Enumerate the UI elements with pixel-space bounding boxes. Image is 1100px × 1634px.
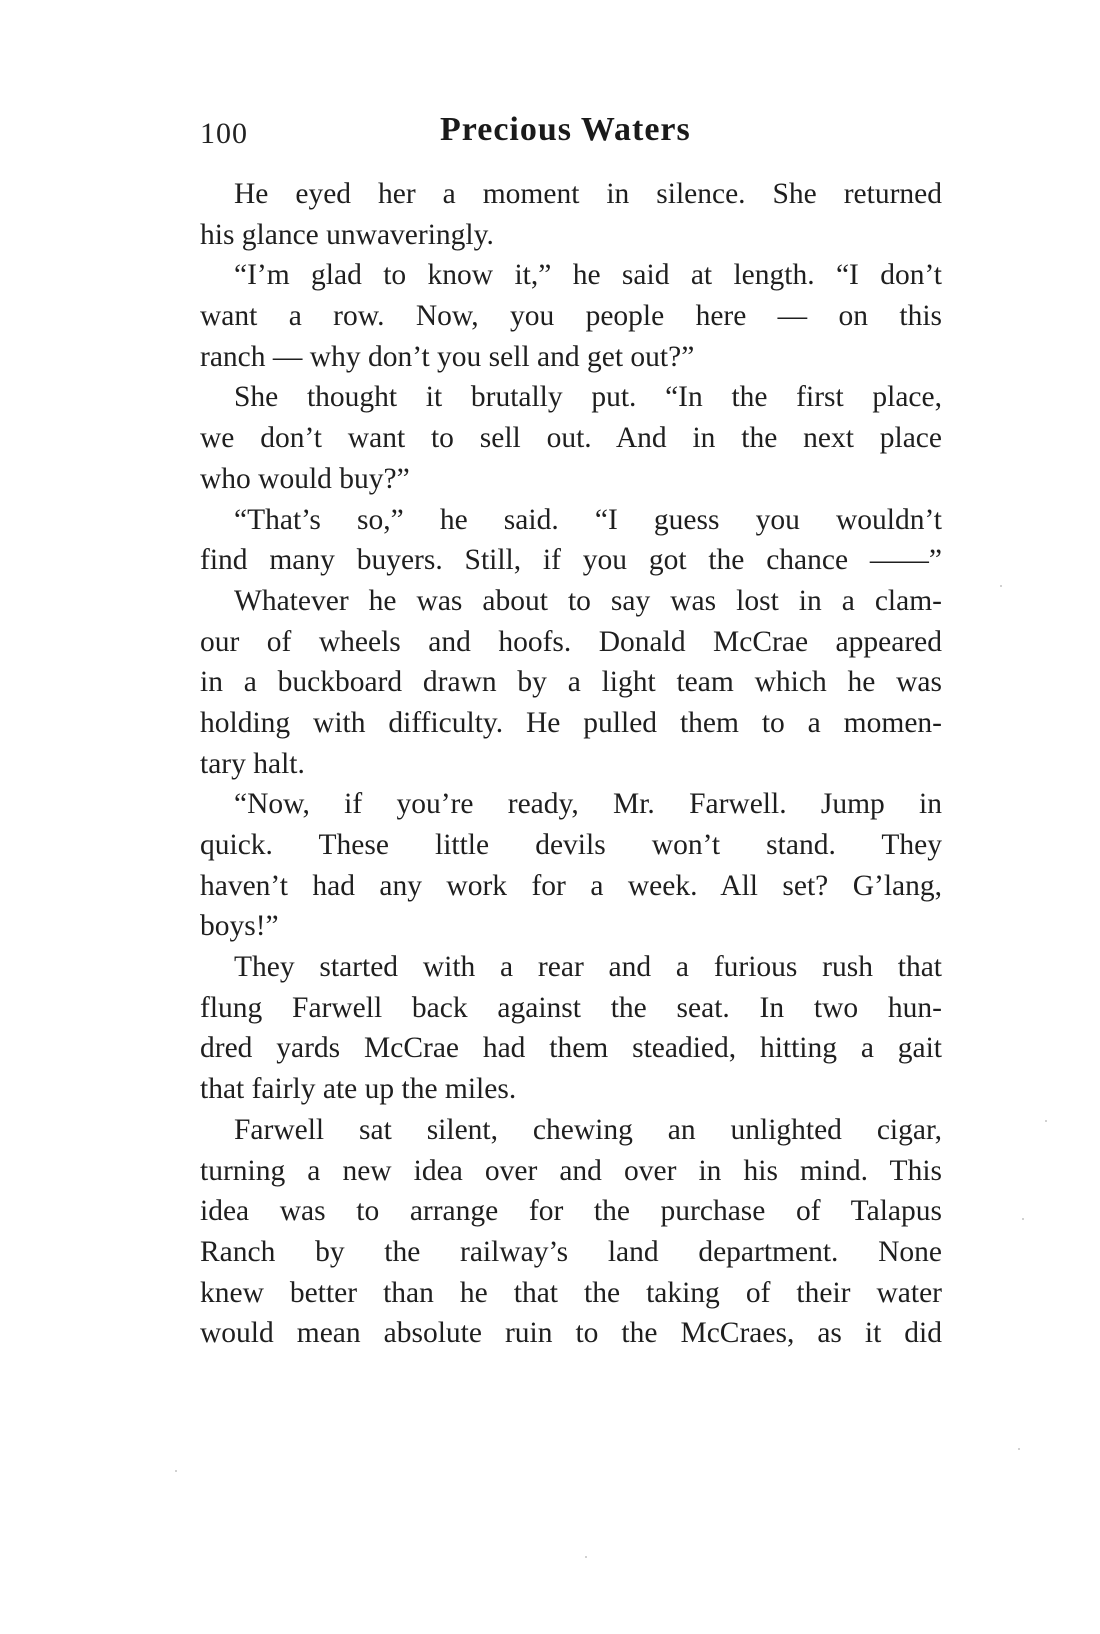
text-line: He eyed her a moment in silence. She returned bbox=[234, 178, 942, 210]
text-line: “Now, if you’re ready, Mr. Farwell. Jump in bbox=[234, 788, 942, 821]
text-line: holding with difficulty. He pulled them to a momen- bbox=[200, 706, 942, 739]
scan-speck bbox=[585, 1556, 587, 1558]
text-line: Whatever he was about to say was lost in a clam- bbox=[234, 584, 942, 617]
text-line: “That’s so,” he said. “I guess you wouldn’t bbox=[234, 503, 942, 536]
text-line: Ranch by the railway’s land department. None bbox=[200, 1235, 942, 1268]
scan-speck bbox=[1045, 1120, 1047, 1122]
running-head bbox=[200, 111, 942, 159]
scan-speck bbox=[1000, 585, 1002, 587]
text-line: ranch — why don’t you sell and get out?” bbox=[200, 340, 695, 373]
page-title: Precious Waters bbox=[440, 111, 691, 148]
text-line: dred yards McCrae had them steadied, hitting a gait bbox=[200, 1032, 942, 1065]
text-line: his glance unwaveringly. bbox=[200, 218, 494, 251]
text-line: tary halt. bbox=[200, 747, 305, 780]
page-number: 100 bbox=[200, 117, 248, 150]
text-line: our of wheels and hoofs. Donald McCrae appeared bbox=[200, 625, 942, 658]
text-line: idea was to arrange for the purchase of Talapus bbox=[200, 1195, 942, 1228]
scan-speck bbox=[175, 1470, 177, 1472]
scan-speck bbox=[1022, 1218, 1024, 1220]
text-line: in a buckboard drawn by a light team which he was bbox=[200, 666, 942, 699]
scan-speck bbox=[1018, 1448, 1020, 1450]
text-line: would mean absolute ruin to the McCraes, as it did bbox=[200, 1317, 942, 1350]
text-line: find many buyers. Still, if you got the chance ——” bbox=[200, 544, 942, 577]
text-line: that fairly ate up the miles. bbox=[200, 1073, 517, 1106]
text-line: boys!” bbox=[200, 910, 279, 943]
text-line: knew better than he that the taking of their water bbox=[200, 1276, 942, 1309]
text-line: want a row. Now, you people here — on this bbox=[200, 300, 942, 333]
text-line: Farwell sat silent, chewing an unlighted cigar, bbox=[234, 1113, 942, 1146]
text-line: They started with a rear and a furious rush that bbox=[234, 951, 942, 984]
text-line: “I’m glad to know it,” he said at length. “I don’t bbox=[234, 259, 942, 292]
body-text bbox=[200, 174, 942, 1354]
text-line: we don’t want to sell out. And in the next place bbox=[200, 422, 942, 455]
text-line: who would buy?” bbox=[200, 462, 410, 495]
text-line: flung Farwell back against the seat. In two hun- bbox=[200, 991, 942, 1024]
text-line: haven’t had any work for a week. All set? G’lang, bbox=[200, 869, 942, 902]
text-line: She thought it brutally put. “In the first place, bbox=[234, 381, 942, 414]
text-line: quick. These little devils won’t stand. They bbox=[200, 829, 942, 861]
text-line: turning a new idea over and over in his mind. This bbox=[200, 1154, 942, 1187]
